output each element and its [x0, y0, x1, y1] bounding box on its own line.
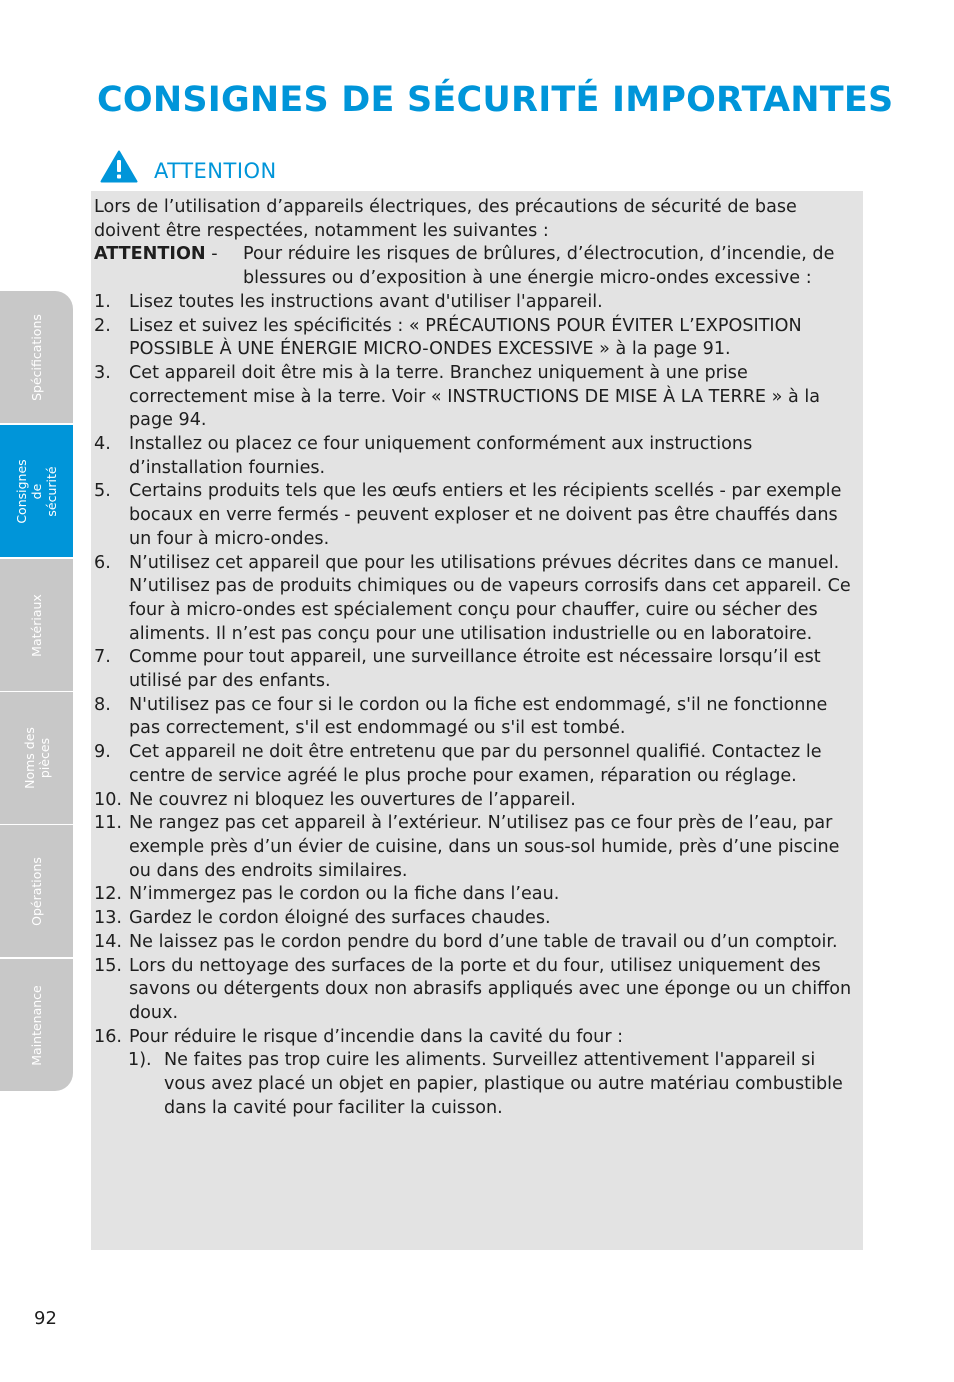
- caution-statement: [94, 243, 858, 290]
- list-item: [94, 883, 858, 907]
- list-item: [94, 291, 858, 315]
- item-text: Ne laissez pas le cordon pendre du bord d’une table de travail ou d’un comptoir.: [129, 931, 838, 952]
- list-item: [94, 741, 858, 788]
- item-text: Lisez toutes les instructions avant d'utiliser l'appareil.: [129, 291, 603, 312]
- list-item: [94, 646, 858, 693]
- list-item: [94, 907, 858, 931]
- item-number: 5.: [94, 481, 111, 502]
- item-number: 8.: [94, 694, 111, 715]
- item-text: Pour réduire le risque d’incendie dans la cavité du four :: [129, 1026, 624, 1047]
- item-number: 2.: [94, 315, 111, 336]
- intro-text: Lors de l’utilisation d’appareils électriques, des précautions de sécurité de base doivent être respectées, notamment les suivantes :: [94, 197, 797, 241]
- tab-specifications[interactable]: [0, 291, 73, 423]
- tab-part-names[interactable]: [0, 692, 73, 824]
- item-text: Ne couvrez ni bloquez les ouvertures de l’appareil.: [129, 789, 576, 810]
- list-item: [94, 433, 858, 480]
- item-text: Installez ou placez ce four uniquement conformément aux instructions d’installation fournies.: [129, 434, 753, 478]
- list-item: [94, 812, 858, 883]
- tab-label: Matériaux: [28, 593, 44, 657]
- item-text: N'utilisez pas ce four si le cordon ou la fiche est endommagé, s'il ne fonctionne pas correctement, s'il est endommagé ou s'il est tombé.: [129, 694, 828, 739]
- tab-label: Maintenance: [29, 984, 44, 1066]
- list-item: [94, 480, 858, 551]
- item-number: 6.: [94, 552, 111, 573]
- item-number: 11.: [94, 813, 122, 834]
- item-text: Lisez et suivez les spécificités : « PRÉCAUTIONS POUR ÉVITER L’EXPOSITION POSSIBLE À UNE ÉNERGIE MICRO-ONDES EXCESSIVE » à la page 91.: [129, 315, 802, 360]
- page-title: CONSIGNES DE SÉCURITÉ IMPORTANTES: [97, 80, 894, 120]
- item-text: Cet appareil ne doit être entretenu que par du personnel qualifié. Contactez le centre de service agréé le plus proche pour examen, réparation ou réglage.: [129, 742, 822, 786]
- item-number: 15.: [94, 955, 122, 976]
- item-number: 12.: [94, 884, 122, 905]
- caution-text: Pour réduire les risques de brûlures, d’électrocution, d’incendie, de blessures ou d’exposition à une énergie micro-ondes excessive :: [243, 244, 835, 289]
- item-number: 3.: [94, 362, 111, 383]
- tab-operations[interactable]: [0, 825, 73, 957]
- tab-materials[interactable]: [0, 559, 73, 691]
- caution-dash: -: [205, 244, 218, 265]
- tab-label: Consignes de sécurité: [14, 458, 59, 524]
- safety-content: [94, 196, 858, 1120]
- item-number: 13.: [94, 908, 122, 929]
- tab-safety[interactable]: [0, 425, 73, 557]
- item-text: Gardez le cordon éloigné des surfaces chaudes.: [129, 908, 551, 929]
- sub-item-number: 1).: [128, 1050, 152, 1071]
- item-number: 9.: [94, 742, 111, 763]
- item-text: Lors du nettoyage des surfaces de la porte et du four, utilisez uniquement des savons ou détergents doux non abrasifs appliqués avec une éponge ou un chiffon doux.: [129, 955, 852, 1023]
- item-number: 7.: [94, 647, 111, 668]
- tab-label: Spécifications: [29, 313, 44, 401]
- warning-triangle-icon: [100, 150, 138, 183]
- list-item: [94, 552, 858, 647]
- list-item: [94, 931, 858, 955]
- sub-list-item: [94, 1049, 858, 1120]
- page-number: 92: [34, 1308, 57, 1329]
- caution-label: ATTENTION: [94, 244, 206, 265]
- item-number: 4.: [94, 434, 111, 455]
- attention-heading: ATTENTION: [154, 159, 277, 183]
- tab-label: Noms des pièces: [21, 727, 52, 789]
- list-item: [94, 315, 858, 362]
- item-number: 1.: [94, 291, 111, 312]
- tab-label: Opérations: [28, 856, 44, 926]
- list-item: [94, 362, 858, 433]
- item-text: Comme pour tout appareil, une surveillance étroite est nécessaire lorsqu’il est utilisé par des enfants.: [129, 647, 821, 692]
- list-item: [94, 789, 858, 813]
- list-item: [94, 694, 858, 741]
- item-text: Cet appareil doit être mis à la terre. Branchez uniquement à une prise correctement mise à la terre. Voir « INSTRUCTIONS DE MISE À LA TERRE » à la page 94.: [129, 362, 821, 431]
- item-number: 10.: [94, 789, 122, 810]
- safety-list: [94, 291, 858, 1050]
- item-number: 16.: [94, 1026, 122, 1047]
- item-number: 14.: [94, 931, 122, 952]
- item-text: N’utilisez cet appareil que pour les utilisations prévues décrites dans ce manuel. N’utilisez pas de produits chimiques ou de vapeurs corrosifs dans cet appareil. Ce four à micro-ondes est spécialement conçu pour chauffer, cuire ou sécher des aliments. Il n’est pas conçu pour une utilisation industrielle ou en laboratoire.: [129, 552, 851, 644]
- tab-maintenance[interactable]: [0, 959, 73, 1091]
- list-item: [94, 1026, 858, 1050]
- section-sidebar: [0, 291, 73, 1091]
- list-item: [94, 955, 858, 1026]
- item-text: N’immergez pas le cordon ou la fiche dans l’eau.: [129, 884, 560, 905]
- item-text: Ne rangez pas cet appareil à l’extérieur. N’utilisez pas ce four près de l’eau, par exemple près d’un évier de cuisine, dans un sous-sol humide, près d’une piscine ou dans des endroits similaires.: [129, 813, 840, 881]
- sub-item-text: Ne faites pas trop cuire les aliments. Surveillez attentivement l'appareil si vous avez placé un objet en papier, plastique ou autre matériau combustible dans la cavité pour faciliter la cuisson.: [164, 1050, 843, 1118]
- item-text: Certains produits tels que les œufs entiers et les récipients scellés - par exemple bocaux en verre fermés - peuvent exploser et ne doivent pas être chauffés dans un four à micro-ondes.: [129, 481, 842, 549]
